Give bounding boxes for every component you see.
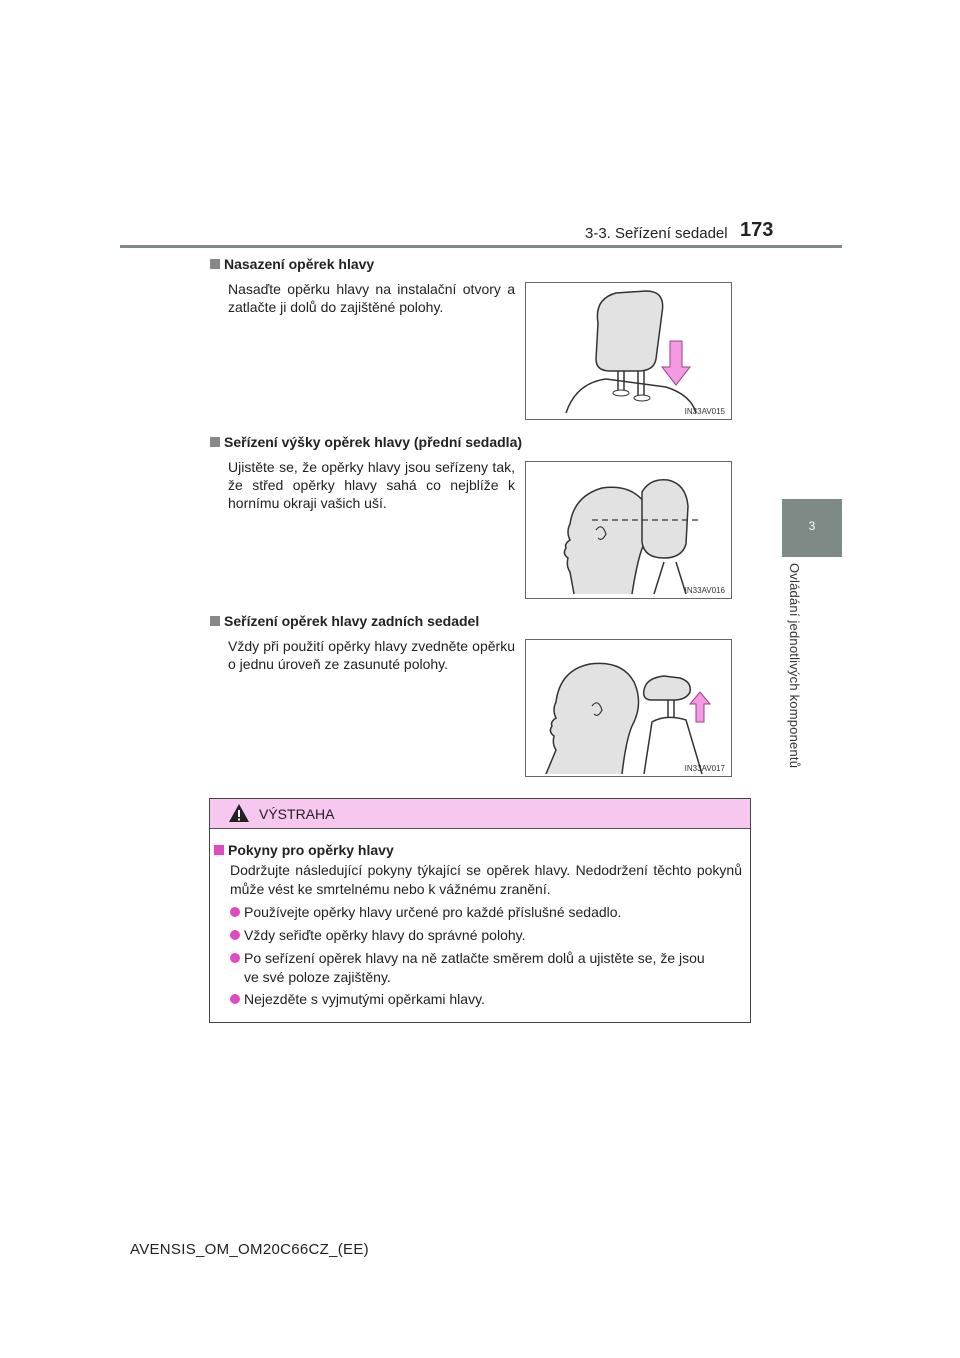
front-headrest-height-illustration [526, 462, 731, 598]
square-bullet-icon [210, 259, 220, 269]
warning-bullet [230, 949, 750, 987]
header-divider [120, 245, 842, 248]
section-paragraph: Vždy při použití opěrky hlavy zvedněte opěrku o jednu úroveň ze zasunuté polohy. [228, 638, 515, 672]
figure-headrest-install [525, 282, 732, 420]
square-bullet-icon [214, 845, 224, 855]
warning-bullet [230, 903, 750, 922]
figure-code: IN33AV017 [684, 764, 725, 773]
rear-headrest-illustration [526, 640, 731, 776]
warning-bullet-text: Vždy seřiďte opěrky hlavy do správné polohy. [244, 927, 526, 943]
document-code: AVENSIS_OM_OM20C66CZ_(EE) [130, 1241, 369, 1258]
figure-code: IN33AV015 [684, 407, 725, 416]
figure-headrest-height-front [525, 461, 732, 599]
warning-bullet-continuation: ve své poloze zajištěny. [244, 969, 391, 985]
warning-box [209, 798, 751, 1023]
warning-bullet-text: Po seřízení opěrek hlavy na ně zatlačte směrem dolů a ujistěte se, že jsou [244, 950, 705, 966]
warning-triangle-icon [228, 803, 250, 823]
section-title: 3-3. Seřízení sedadel [585, 225, 728, 242]
circle-bullet-icon [230, 930, 240, 940]
circle-bullet-icon [230, 907, 240, 917]
warning-subheading [214, 842, 394, 858]
circle-bullet-icon [230, 953, 240, 963]
chapter-tab [782, 499, 842, 557]
figure-code: IN33AV016 [684, 586, 725, 595]
section-heading-text: Nasazení opěrek hlavy [224, 256, 375, 272]
section-paragraph: Nasaďte opěrku hlavy na instalační otvory a zatlačte ji dolů do zajištěné polohy. [228, 281, 515, 315]
headrest-install-illustration [526, 283, 731, 419]
warning-bullet [230, 990, 750, 1009]
warning-bullet-text: Používejte opěrky hlavy určené pro každé příslušné sedadlo. [244, 904, 622, 920]
section-heading [210, 613, 479, 629]
circle-bullet-icon [230, 994, 240, 1004]
chapter-title-vertical [786, 563, 806, 793]
section-heading [210, 434, 522, 450]
page-number: 173 [740, 219, 774, 241]
chapter-title: Ovládání jednotlivých komponentů [787, 563, 802, 769]
section-heading-text: Seřízení opěrek hlavy zadních sedadel [224, 613, 480, 629]
warning-subheading-text: Pokyny pro opěrky hlavy [228, 842, 394, 858]
square-bullet-icon [210, 437, 220, 447]
section-heading [210, 256, 374, 272]
square-bullet-icon [210, 616, 220, 626]
warning-intro: Dodržujte následující pokyny týkající se opěrek hlavy. Nedodržení těchto pokynů může vést ke smrtelnému nebo k vážnému zranění. [230, 862, 742, 897]
section-heading-text: Seřízení výšky opěrek hlavy (přední sedadla) [224, 434, 523, 450]
warning-bullet-text: Nejezděte s vyjmutými opěrkami hlavy. [244, 991, 485, 1007]
warning-title: VÝSTRAHA [259, 806, 335, 822]
section-paragraph: Ujistěte se, že opěrky hlavy jsou seřízeny tak, že střed opěrky hlavy sahá co nejblíže k hornímu okraji vašich uší. [228, 459, 515, 511]
chapter-number: 3 [808, 519, 816, 533]
figure-headrest-rear [525, 639, 732, 777]
warning-bullet [230, 926, 750, 945]
warning-header [210, 799, 750, 829]
